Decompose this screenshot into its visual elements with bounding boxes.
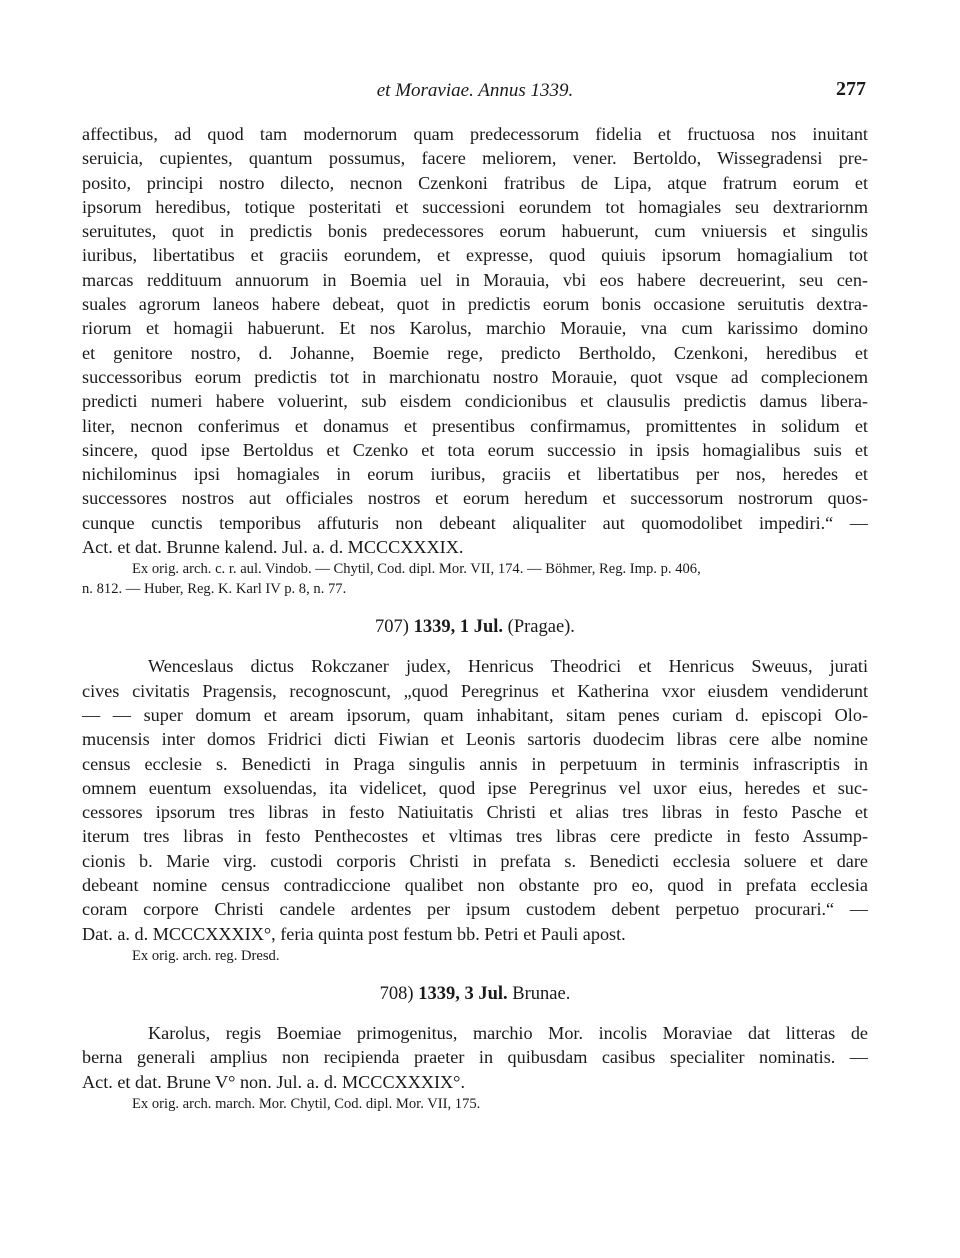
text-line: mucensis inter domos Fridrici dicti Fiwian et Leonis sartoris duodecim libras cere albe nomine [82, 729, 868, 750]
text-line: Karolus, regis Boemiae primogenitus, marchio Mor. incolis Moraviae dat litteras de [148, 1022, 868, 1043]
text-line: Ex orig. arch. reg. Dresd. [132, 947, 280, 964]
text-line: Act. et dat. Brune V° non. Jul. a. d. MCCCXXXIX°. [82, 1071, 465, 1092]
entry-number: 707) [375, 617, 409, 638]
entry-year: 1339, [413, 617, 456, 638]
running-title: et Moraviae. Annus 1339. [376, 80, 574, 101]
entry-year: 1339, [418, 983, 460, 1004]
text-line: Wenceslaus dictus Rokczaner judex, Henricus Theodrici et Henricus Sweuus, jurati [148, 656, 868, 677]
text-line: riorum et homagii habuerunt. Et nos Karolus, marchio Morauie, vna cum karissimo domino [82, 318, 868, 339]
entry-heading-707 [82, 617, 868, 638]
text-line: et genitore nostro, d. Johanne, Boemie rege, predicto Bertholdo, Czenkoni, heredibus et [82, 342, 868, 363]
source-note [82, 1094, 868, 1114]
text-line: berna generali amplius non recipienda praeter in quibusdam casibus specialiter nominatis. — [82, 1047, 868, 1068]
page-number: 277 [836, 78, 866, 100]
text-line: sincere, quod ipse Bertoldus et Czenko et tota eorum successio in ipsis homagialibus suis et [82, 439, 868, 460]
text-line: predicti numeri habere voluerint, sub eisdem condicionibus et clausulis predictis damus libera- [82, 391, 868, 412]
text-line: successoribus eorum predictis tot in marchionatu nostro Morauie, quot vsque ad complecionem [82, 366, 868, 387]
text-line: seruicia, cupientes, quantum possumus, facere meliorem, vener. Bertoldo, Wissegradensi pre- [82, 148, 868, 169]
charter-text-continued [82, 122, 868, 559]
text-line: nichilominus ipsi homagiales in eorum iuribus, graciis et libertatibus per nos, heredes et [82, 464, 868, 485]
text-line: affectibus, ad quod tam modernorum quam predecessorum fidelia et fructuosa nos inuitant [82, 124, 868, 144]
entry-text-707 [82, 654, 868, 946]
text-line: marcas reddituum annuorum in Boemia uel in Morauia, vbi eos habere decreuerint, seu cen- [82, 269, 868, 290]
text-line: — — super domum et aream ipsorum, quam inhabitant, sitam penes curiam d. episcopi Olo- [82, 704, 868, 725]
text-line: census ecclesie s. Benedicti in Praga singulis annis in perpetuum in terminis infrascriptis in [82, 753, 868, 774]
entry-date: 1 Jul. [459, 617, 504, 638]
text-line: debeant nomine census contradiccione qualibet non obstante pro eo, quod in prefata ecclesia [82, 875, 868, 896]
text-line: n. 812. — Huber, Reg. K. Karl IV p. 8, n. 77. [82, 581, 347, 598]
entry-date: 3 Jul. [464, 983, 508, 1004]
text-line: suales agrorum laneos habere debeat, quot in predictis eorum bonis occasione seruitutis dextra- [82, 294, 868, 315]
entry-place: Brunae. [512, 983, 571, 1004]
text-line: cionis b. Marie virg. custodi corporis Christi in prefata s. Benedicti ecclesia soluere et dare [82, 850, 868, 871]
entry-text-708 [82, 1021, 868, 1094]
text-line: Ex orig. arch. march. Mor. Chytil, Cod. dipl. Mor. VII, 175. [132, 1095, 481, 1112]
text-line: cessores ipsorum tres libras in festo Natiuitatis Christi et alias tres libras in festo Pasche et [82, 802, 868, 823]
text-line: seruitutes, quot in predictis bonis predecessores eorum habuerunt, cum vniuersis et singulis [82, 221, 868, 242]
text-line: iterum tres libras in festo Penthecostes et vltimas tres libras cere predicte in festo Assump- [82, 826, 868, 847]
entry-heading-708 [82, 984, 868, 1005]
text-line: ipsorum heredibus, totique posteritati et successioni eorundem tot homagiales seu dextrariornm [82, 196, 868, 217]
text-line: cives civitatis Pragensis, recognoscunt, „quod Peregrinus et Katherina vxor eiusdem vendiderunt [82, 680, 868, 701]
text-line: omnem euentum exsoluendas, ita videlicet, quod ipse Peregrinus vel uxor eius, heredes et suc- [82, 777, 868, 798]
source-note [82, 559, 868, 599]
entry-place: (Pragae). [507, 617, 575, 638]
text-line: coram corpore Christi candele ardentes per ipsum custodem debent perpetuo procurari.“ — [82, 899, 868, 920]
text-line: successores nostros aut officiales nostros et eorum heredum et successorum nostrorum quos- [82, 488, 868, 509]
source-note [82, 946, 868, 966]
entry-number: 708) [379, 983, 414, 1004]
text-line: Ex orig. arch. c. r. aul. Vindob. — Chytil, Cod. dipl. Mor. VII, 174. — Böhmer, Reg. Imp. p. 406, [132, 561, 701, 578]
text-line: iuribus, libertatibus et graciis eorundem, et expresse, quod quiuis ipsorum homagialium tot [82, 245, 868, 266]
text-line: posito, principi nostro dilecto, necnon Czenkoni fratribus de Lipa, atque fratrum eorum et [82, 172, 868, 193]
document-page [82, 76, 868, 1114]
text-line: Act. et dat. Brunne kalend. Jul. a. d. MCCCXXXIX. [82, 537, 464, 558]
text-line: cunque cunctis temporibus affuturis non debeant aliqualiter aut quomodolibet impediri.“ — [82, 512, 868, 533]
text-line: Dat. a. d. MCCCXXXIX°, feria quinta post festum bb. Petri et Pauli apost. [82, 923, 626, 944]
text-line: liter, necnon conferimus et donamus et presentibus confirmamus, promittentes in solidum et [82, 415, 868, 436]
running-header [82, 76, 868, 106]
